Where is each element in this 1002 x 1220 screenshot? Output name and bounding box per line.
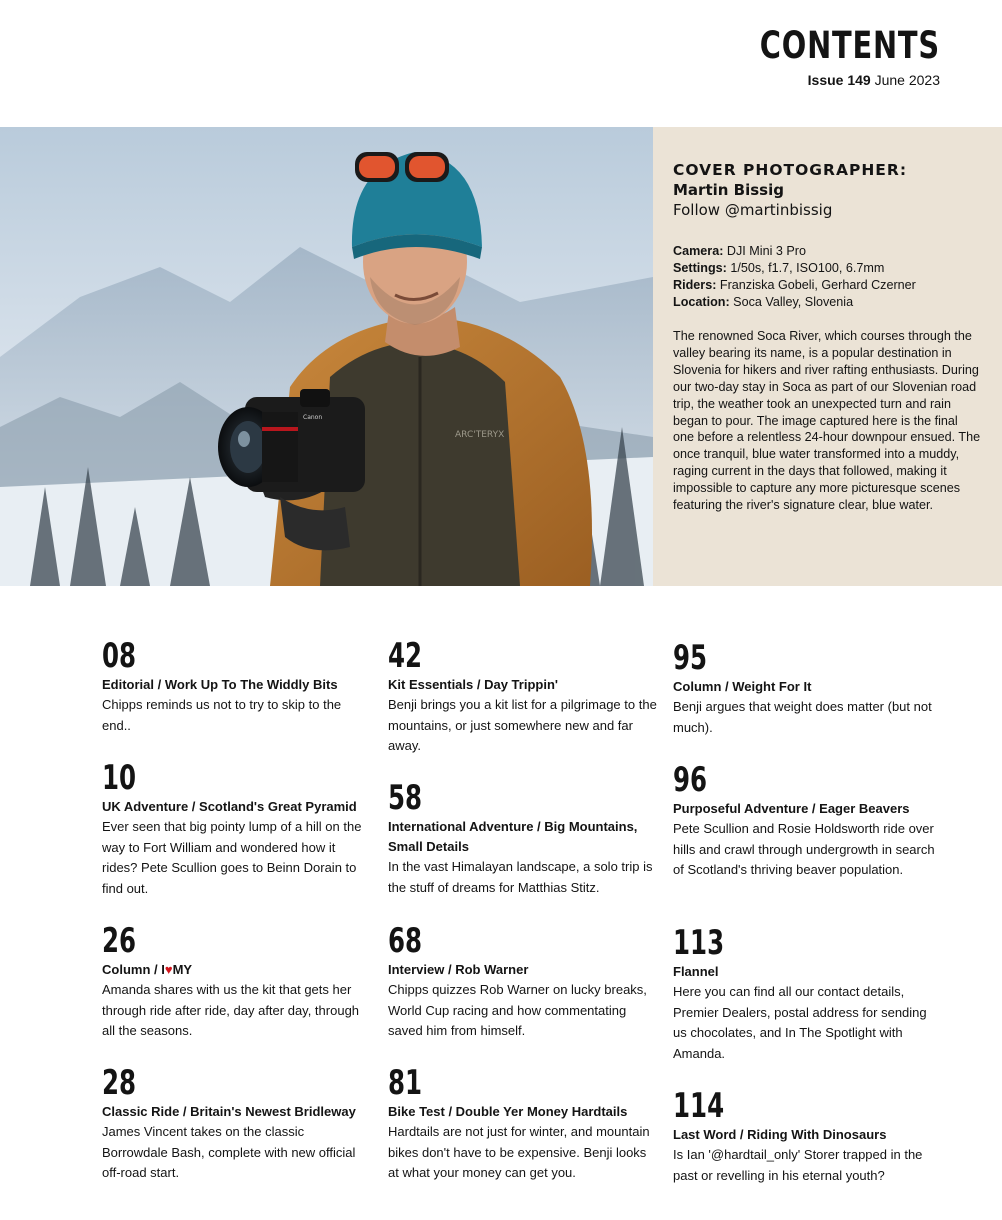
- spec-label: Riders:: [673, 278, 717, 292]
- spec-label: Settings:: [673, 261, 727, 275]
- contents-entry[interactable]: [102, 636, 372, 736]
- entry-title: Bike Test / Double Yer Money Hardtails: [388, 1104, 628, 1119]
- contents-entry[interactable]: [102, 758, 372, 899]
- spec-row: [673, 243, 982, 260]
- spec-value: Soca Valley, Slovenia: [733, 295, 854, 309]
- camera-brand: Canon: [303, 414, 323, 421]
- entry-description: Benji brings you a kit list for a pilgrimage to the mountains, or just somewhere new and far away.: [388, 697, 657, 753]
- entry-description: Chipps quizzes Rob Warner on lucky breaks, World Cup racing and how commentating saved him from himself.: [388, 982, 647, 1038]
- spec-value: 1/50s, f1.7, ISO100, 6.7mm: [730, 261, 885, 275]
- entry-title-suffix: MY: [172, 962, 193, 977]
- entry-description: Chipps reminds us not to try to skip to the end..: [102, 697, 342, 733]
- spec-value: Franziska Gobeli, Gerhard Czerner: [719, 278, 916, 292]
- entry-title: International Adventure / Big Mountains, Small Details: [388, 819, 638, 854]
- page-number: 42: [388, 636, 423, 676]
- page-number: 58: [388, 778, 423, 818]
- entry-title: Purposeful Adventure / Eager Beavers: [673, 801, 910, 816]
- photographer-name: Martin Bissig: [673, 181, 784, 199]
- entry-description: In the vast Himalayan landscape, a solo trip is the stuff of dreams for Matthias Stitz.: [388, 859, 653, 895]
- page-number: 95: [673, 638, 708, 678]
- spec-label: Location:: [673, 295, 730, 309]
- follow-link[interactable]: Follow @martinbissig: [673, 201, 833, 219]
- contents-entry[interactable]: [388, 778, 658, 898]
- entry-description: Amanda shares with us the kit that gets her through ride after ride, day after day, through all the seasons.: [102, 982, 360, 1038]
- entry-description: Benji argues that weight does matter (but not much).: [673, 699, 932, 735]
- contents-entry[interactable]: [388, 921, 658, 1042]
- page-number: 68: [388, 921, 423, 961]
- page-number: 10: [102, 758, 137, 798]
- spec-row: [673, 294, 982, 311]
- spec-row: [673, 277, 982, 294]
- cover-heading: COVER PHOTOGRAPHER:: [673, 161, 908, 179]
- issue-number: Issue 149: [807, 72, 871, 88]
- page-number: 114: [673, 1086, 725, 1126]
- cover-photo: [0, 127, 653, 586]
- contents-entry[interactable]: [102, 1063, 372, 1184]
- entry-description: Hardtails are not just for winter, and mountain bikes don't have to be expensive. Benji looks at what your money can get you.: [388, 1124, 650, 1180]
- entry-title: Classic Ride / Britain's Newest Bridleway: [102, 1104, 356, 1119]
- page-number: 08: [102, 636, 137, 676]
- contents-entry[interactable]: [388, 1063, 658, 1184]
- issue-line: [709, 72, 940, 88]
- contents-entry[interactable]: [388, 636, 658, 757]
- contents-entry[interactable]: [673, 760, 943, 881]
- entry-description: Is Ian '@hardtail_only' Storer trapped in the past or revelling in his eternal youth?: [673, 1147, 923, 1183]
- entry-description: Here you can find all our contact details, Premier Dealers, postal address for sending us chocolates, and In The Spotlight with Amanda.: [673, 984, 927, 1061]
- entry-title: Kit Essentials / Day Trippin': [388, 677, 558, 692]
- entry-title-prefix: Column / I: [102, 962, 165, 977]
- entry-title: Flannel: [673, 964, 719, 979]
- page-title: CONTENTS: [759, 24, 940, 67]
- page-number: 113: [673, 923, 725, 963]
- entry-title: UK Adventure / Scotland's Great Pyramid: [102, 799, 357, 814]
- cover-photographer-panel: [653, 127, 1002, 586]
- masthead: [709, 26, 940, 88]
- contents-entry[interactable]: [102, 921, 372, 1042]
- contents-entry[interactable]: [673, 638, 943, 738]
- page-number: 96: [673, 760, 708, 800]
- entry-description: James Vincent takes on the classic Borrowdale Bash, complete with new official off-road start.: [102, 1124, 356, 1180]
- spec-value: DJI Mini 3 Pro: [726, 244, 806, 258]
- spec-row: [673, 260, 982, 277]
- page-number: 81: [388, 1063, 423, 1103]
- page-number: 26: [102, 921, 137, 961]
- heart-icon: ♥: [164, 962, 173, 977]
- entry-description: Ever seen that big pointy lump of a hill on the way to Fort William and wondered how it rides? Pete Scullion goes to Beinn Dorain to find out.: [102, 819, 362, 896]
- entry-title: Interview / Rob Warner: [388, 962, 529, 977]
- photo-specs: [673, 243, 982, 311]
- entry-description: Pete Scullion and Rosie Holdsworth ride over hills and crawl through undergrowth in search of Scotland's thriving beaver population.: [673, 821, 935, 877]
- jacket-logo: ARC'TERYX: [455, 430, 505, 440]
- page-number: 28: [102, 1063, 137, 1103]
- entry-title: Editorial / Work Up To The Widdly Bits: [102, 677, 338, 692]
- entry-title: Column / Weight For It: [673, 679, 812, 694]
- entry-title: Last Word / Riding With Dinosaurs: [673, 1127, 887, 1142]
- cover-description: The renowned Soca River, which courses through the valley bearing its name, is a popular destination in Slovenia for hikers and river rafting enthusiasts. During our two-day stay in Soca as part of our Slovenian road trip, the weather took an unexpected turn and rain began to pour. The image captured here is the final one before a relentless 24-hour downpour ensued. The once tranquil, blue water transformed into a muddy, raging current in the days that followed, making it impossible to capture any more picturesque scenes featuring the river's signature clear, blue water.: [673, 329, 981, 513]
- issue-date: June 2023: [874, 72, 940, 88]
- contents-entry[interactable]: [673, 1086, 943, 1186]
- spec-label: Camera:: [673, 244, 724, 258]
- photographer-with-camera-photo: [0, 127, 653, 586]
- entry-title: [102, 960, 372, 980]
- contents-entry[interactable]: [673, 923, 943, 1064]
